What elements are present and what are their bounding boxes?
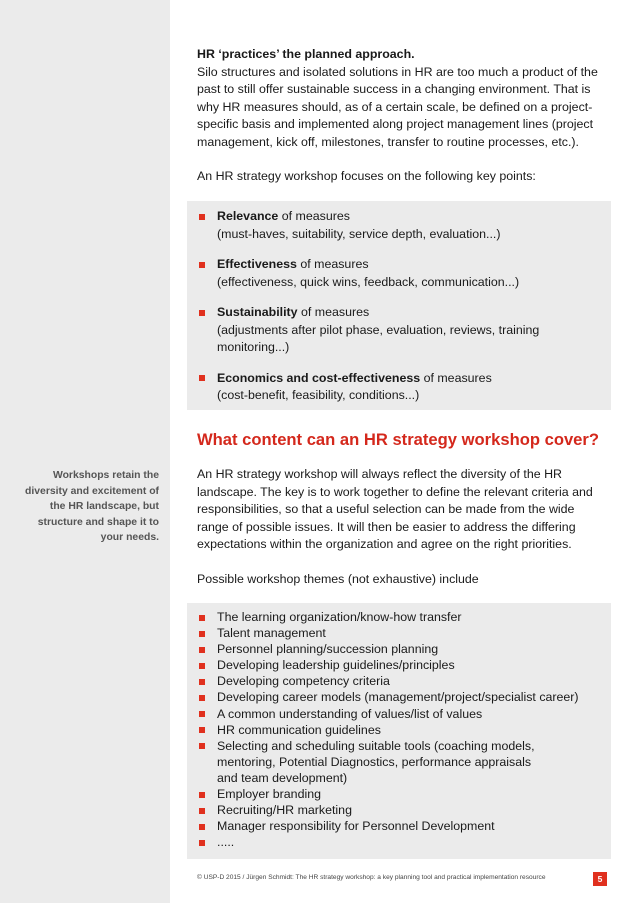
theme-item: ..... <box>197 834 602 850</box>
themes-panel <box>187 603 611 859</box>
intro-heading: HR ‘practices’ the planned approach. <box>197 47 415 61</box>
bullet-square-icon <box>199 808 205 814</box>
intro-paragraph: Silo structures and isolated solutions in HR are too much a product of the past to still offer sustainable success in a changing environment. That is why HR measures should, as of a certain scale, be defined on a project-specific basis and implemented along project management lines (project management, kick off, milestones, transfer to routine processes, etc.). <box>197 64 598 149</box>
bullet-square-icon <box>199 310 205 316</box>
sidebar-quote: Workshops retain the diversity and excitement of the HR landscape, but structure and shape it to your needs. <box>25 470 159 543</box>
sidebar <box>0 0 170 903</box>
key-point-rest: of measures <box>420 370 492 385</box>
bullet-square-icon <box>199 824 205 830</box>
bullet-square-icon <box>199 375 205 381</box>
bullet-square-icon <box>199 615 205 621</box>
bullet-square-icon <box>199 679 205 685</box>
key-point-item <box>197 208 602 243</box>
themes-list <box>197 609 602 850</box>
section-body <box>197 466 617 588</box>
section-paragraph: An HR strategy workshop will always reflect the diversity of the HR landscape. The key is to work together to define the relevant criteria and responsibilities, so that a useful selection can be made from the wide range of possible issues. It will then be easier to address the differing expectations within the organization and agree on the right priorities. <box>197 467 593 551</box>
key-point-term: Economics and cost-effectiveness <box>217 370 421 385</box>
intro-section <box>197 46 617 186</box>
theme-item: Selecting and scheduling suitable tools (coaching models, mentoring, Potential Diagnostics, performance appraisals and team development) <box>197 738 537 786</box>
theme-item: HR communication guidelines <box>197 722 602 738</box>
bullet-square-icon <box>199 214 205 220</box>
key-points-panel <box>187 201 611 410</box>
key-point-term: Relevance <box>217 209 279 223</box>
theme-item: The learning organization/know-how transfer <box>197 609 602 625</box>
bullet-square-icon <box>199 711 205 717</box>
bullet-square-icon <box>199 631 205 637</box>
section-lead: Possible workshop themes (not exhaustive) include <box>197 571 479 586</box>
key-point-detail: (adjustments after pilot phase, evaluation, reviews, training monitoring...) <box>217 322 540 354</box>
theme-item: Developing leadership guidelines/principles <box>197 657 602 673</box>
intro-lead: An HR strategy workshop focuses on the following key points: <box>197 169 536 183</box>
bullet-square-icon <box>199 840 205 846</box>
key-point-item <box>197 256 602 291</box>
page-number: 5 <box>593 872 607 886</box>
theme-item: Employer branding <box>197 786 602 802</box>
section-heading: What content can an HR strategy workshop cover? <box>197 430 600 449</box>
key-point-rest: of measures <box>278 209 350 223</box>
key-point-rest: of measures <box>296 257 369 271</box>
theme-item: Talent management <box>197 625 602 641</box>
bullet-square-icon <box>199 663 205 669</box>
key-point-item <box>197 304 577 357</box>
key-point-item <box>197 370 602 405</box>
key-points-list <box>197 208 602 418</box>
key-point-term: Effectiveness <box>217 257 297 271</box>
key-point-term: Sustainability <box>217 305 298 319</box>
key-point-detail: (cost-benefit, feasibility, conditions...) <box>217 388 420 402</box>
theme-item: A common understanding of values/list of values <box>197 706 602 722</box>
theme-item: Manager responsibility for Personnel Development <box>197 818 602 834</box>
key-point-detail: (effectiveness, quick wins, feedback, communication...) <box>217 274 520 289</box>
bullet-square-icon <box>199 647 205 653</box>
bullet-square-icon <box>199 262 205 268</box>
bullet-square-icon <box>199 792 205 798</box>
theme-item: Developing career models (management/project/specialist career) <box>197 689 602 705</box>
footer-text: © USP-D 2015 / Jürgen Schmidt: The HR strategy workshop: a key planning tool and practical implementation resource <box>197 874 546 881</box>
key-point-rest: of measures <box>297 305 370 319</box>
bullet-square-icon <box>199 695 205 701</box>
theme-item: Personnel planning/succession planning <box>197 641 602 657</box>
theme-item: Recruiting/HR marketing <box>197 802 602 818</box>
theme-item: Developing competency criteria <box>197 673 602 689</box>
bullet-square-icon <box>199 727 205 733</box>
key-point-detail: (must-haves, suitability, service depth, evaluation...) <box>217 226 501 241</box>
bullet-square-icon <box>199 743 205 749</box>
